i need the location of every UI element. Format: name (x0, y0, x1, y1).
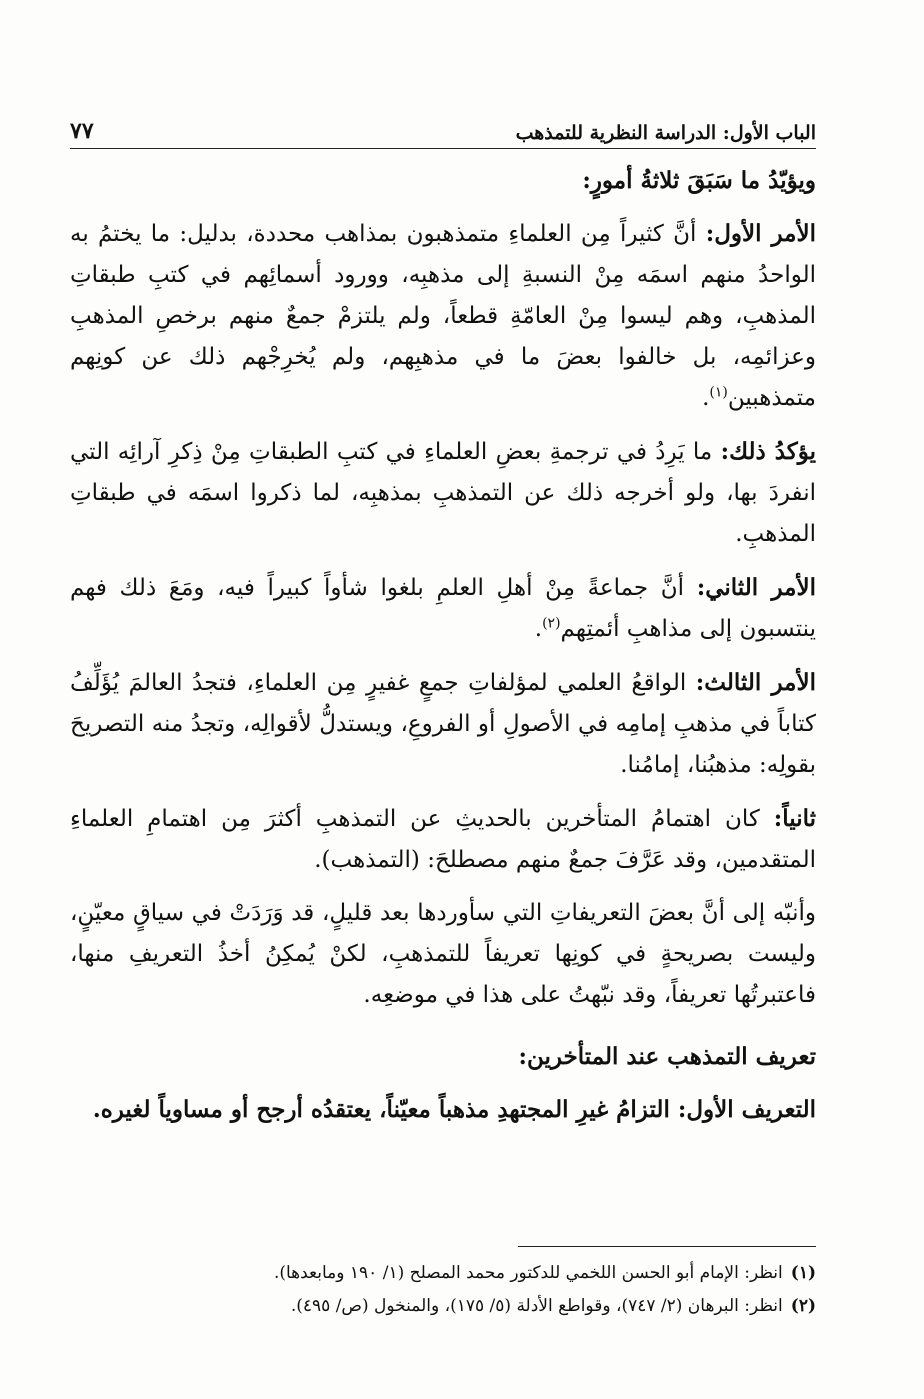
paragraph-secondly: ثانياً: كان اهتمامُ المتأخرين بالحديثِ عن التمذهبِ أكثرَ مِن اهتمامِ العلماءِ المتقدمين، وقد عَرَّفَ جمعٌ منهم مصطلحَ: (التمذهب). (70, 805, 817, 873)
page-number: ٧٧ (70, 118, 94, 144)
footnote-ref: (٢) (542, 615, 561, 632)
paragraph-lead: يؤكدُ ذلك: (720, 438, 817, 465)
definition-paragraph: التعريف الأول: التزامُ غيرِ المجتهدِ مذهباً معيّناً، يعتقدُه أرجح أو مساوياً لغيره. (92, 1096, 816, 1123)
paragraph-confirmation: يؤكدُ ذلك: ما يَرِدُ في ترجمةِ بعضِ العلماءِ في كتبِ الطبقاتِ مِنْ ذِكرِ آرائِه التي انفردَ بها، ولو أخرجه ذلك عن التمذهبِ بمذهبِه، لما ذكروا اسمَه في طبقاتِ المذهبِ. (70, 438, 817, 547)
footnote-item: (١)انظر: الإمام أبو الحسن اللخمي للدكتور محمد المصلح (١/ ١٩٠ ومابعدها). (273, 1263, 816, 1283)
paragraph-lead: الأمر الثاني: (696, 574, 816, 601)
footnote-ref: (١) (709, 384, 728, 401)
chapter-title: الباب الأول: الدراسة النظرية للتمذهب (515, 122, 816, 144)
paragraph-lead: الأمر الثالث: (695, 669, 816, 696)
paragraph-first-matter: الأمر الأول: أنَّ كثيراً مِن العلماءِ متمذهبون بمذاهب محددة، بدليل: ما يختمُ به الواحدُ منهم اسمَه مِنْ النسبةِ إلى مذهبِه، وورود أسمائِهم في كتبِ طبقاتِ المذهبِ، وهم ليسوا مِنْ العامّةِ قطعاً، ولم يلتزمْ جمعٌ منهم برخصِ المذهبِ وعزائمِه، بل خالفوا بعضَ ما في مذهبِهم، ولم يُخرِجْهم ذلك عن كونِهم متمذهبين$^{(١)}$. (70, 220, 817, 411)
paragraph-lead: الأمر الأول: (705, 220, 817, 247)
paragraph-second-matter: الأمر الثاني: أنَّ جماعةً مِنْ أهلِ العلمِ بلغوا شأواً كبيراً فيه، ومَعَ ذلك فهم ينتسبون إلى مذاهبِ أئمتِهم$^{(٢)}$. (70, 574, 816, 642)
section-heading: تعريف التمذهب عند المتأخرين: (518, 1043, 816, 1070)
footnotes (70, 1257, 816, 1323)
paragraph-lead: ثانياً: (773, 805, 817, 832)
paragraph-note: وأنبّه إلى أنَّ بعضَ التعريفاتِ التي سأوردها بعد قليلٍ، قد وَرَدَتْ في سياقٍ معيّنٍ، وليست بصريحةٍ في كونِها تعريفاً للتمذهبِ، لكنْ يُمكِنُ أخذُ التعريفِ منها، فاعتبرتُها تعريفاً، وقد نبّهتُ على هذا في موضعِه. (70, 900, 816, 1008)
paragraph-third-matter: الأمر الثالث: الواقعُ العلمي لمؤلفاتِ جمعٍ غفيرٍ مِن العلماءِ، فتجدُ العالمَ يُؤَلِّفُ كتاباً في مذهبِ إمامِه في الأصولِ أو الفروعِ، ويستدلُّ لأقوالِه، وتجدُ منه التصريحَ بقولِه: مذهبُنا، إمامُنا. (70, 669, 816, 778)
footnote-mark: (٢) (790, 1296, 816, 1316)
footnote-mark: (١) (790, 1263, 816, 1283)
running-header (70, 112, 816, 149)
main-text (70, 160, 816, 1142)
footnote-item: (٢)انظر: البرهان (٢/ ٧٤٧)، وقواطع الأدلة (٥/ ١٧٥)، والمنخول (ص/ ٤٩٥). (290, 1296, 816, 1316)
paragraph-intro: ويؤيّدُ ما سَبَقَ ثلاثةُ أمورٍ: (582, 167, 816, 194)
footnote-divider (518, 1246, 816, 1247)
